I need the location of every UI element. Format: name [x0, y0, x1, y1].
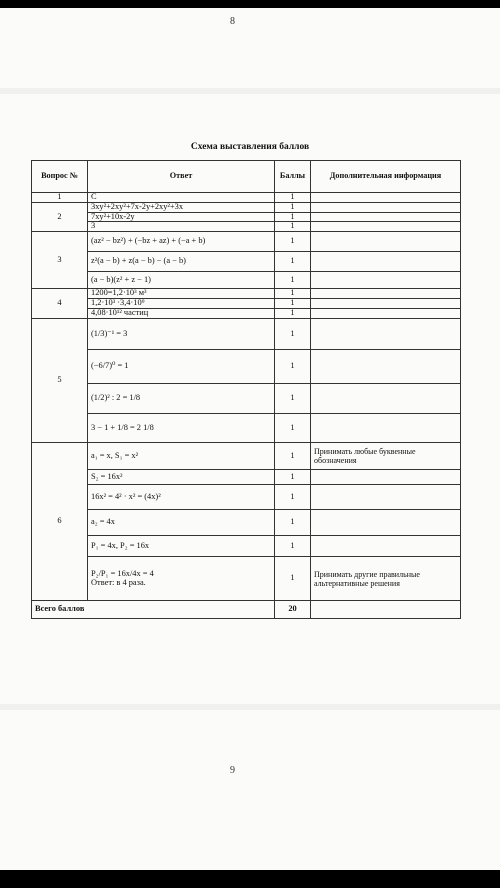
page-number-top: 8: [230, 16, 235, 27]
answer-cell: (az² − bz²) + (−bz + az) + (−a + b): [88, 232, 275, 252]
info-cell: [311, 289, 461, 299]
page-separator: [0, 704, 500, 710]
info-cell: [311, 309, 461, 319]
question-number: 1: [32, 193, 88, 203]
total-row: [32, 601, 461, 619]
top-bar: [0, 0, 500, 8]
info-cell: [311, 193, 461, 203]
points-cell: 1: [275, 212, 311, 222]
points-cell: 1: [275, 350, 311, 384]
points-cell: 1: [275, 384, 311, 414]
table-row: [32, 299, 461, 309]
answer-cell: a₂ = 4x: [88, 510, 275, 536]
table-row: [32, 252, 461, 272]
answer-cell: 4,08·10¹² частиц: [88, 309, 275, 319]
points-cell: 1: [275, 202, 311, 212]
answer-cell: a₁ = x, S₁ = x²: [88, 443, 275, 470]
table-row: [32, 470, 461, 485]
answer-cell: 3: [88, 222, 275, 232]
info-cell: [311, 536, 461, 557]
points-cell: 1: [275, 193, 311, 203]
points-cell: 1: [275, 536, 311, 557]
info-cell: [311, 384, 461, 414]
answer-cell: C: [88, 193, 275, 203]
points-cell: 1: [275, 414, 311, 443]
table-row: [32, 350, 461, 384]
table-row: [32, 212, 461, 222]
info-cell: [311, 485, 461, 510]
table-header-row: [32, 161, 461, 193]
question-number: 4: [32, 289, 88, 319]
question-number: 3: [32, 232, 88, 289]
answer-cell: (1/2)² : 2 = 1/8: [88, 384, 275, 414]
info-cell: [311, 232, 461, 252]
table-row: [32, 319, 461, 350]
table-row: [32, 384, 461, 414]
info-cell: [311, 212, 461, 222]
page-separator: [0, 88, 500, 94]
answer-cell: (−6/7)⁰ = 1: [88, 350, 275, 384]
answer-cell: 3xy²+2xy²+7x-2y+2xy²+3x: [88, 202, 275, 212]
info-cell: [311, 222, 461, 232]
header-info: Дополнительная информация: [311, 161, 461, 193]
question-number: 2: [32, 202, 88, 231]
points-cell: 1: [275, 232, 311, 252]
info-cell: [311, 299, 461, 309]
table-row: [32, 193, 461, 203]
header-points: Баллы: [275, 161, 311, 193]
answer-cell: (1/3)⁻¹ = 3: [88, 319, 275, 350]
info-cell: [311, 510, 461, 536]
points-cell: 1: [275, 272, 311, 289]
answer-cell: 1,2·10³ ·3,4·10⁹: [88, 299, 275, 309]
scoring-table: [31, 160, 461, 619]
table-row: [32, 536, 461, 557]
table-row: [32, 557, 461, 601]
info-cell: Принимать другие правильные альтернативные решения: [311, 557, 461, 601]
answer-cell: 7xy²+10x-2y: [88, 212, 275, 222]
points-cell: 1: [275, 252, 311, 272]
table-row: [32, 232, 461, 252]
info-cell: [311, 470, 461, 485]
info-cell: [311, 202, 461, 212]
table-row: [32, 309, 461, 319]
answer-cell: 3 − 1 + 1/8 = 2 1/8: [88, 414, 275, 443]
answer-cell: 16x² = 4² · x² = (4x)²: [88, 485, 275, 510]
answer-cell: (a − b)(z² + z − 1): [88, 272, 275, 289]
header-question: Вопрос №: [32, 161, 88, 193]
points-cell: 1: [275, 289, 311, 299]
points-cell: 1: [275, 319, 311, 350]
points-cell: 1: [275, 470, 311, 485]
answer-cell: 1200=1,2·10³ м³: [88, 289, 275, 299]
document-title: Схема выставления баллов: [190, 142, 310, 152]
table-row: [32, 202, 461, 212]
answer-cell: [88, 557, 275, 601]
table-row: [32, 222, 461, 232]
info-cell: [311, 601, 461, 619]
table-row: [32, 272, 461, 289]
points-cell: 1: [275, 222, 311, 232]
info-cell: [311, 272, 461, 289]
info-cell: Принимать любые буквенные обозначения: [311, 443, 461, 470]
answer-conclusion: Ответ: в 4 раза.: [91, 577, 146, 587]
answer-cell: z²(a − b) + z(a − b) − (a − b): [88, 252, 275, 272]
points-cell: 1: [275, 299, 311, 309]
answer-cell: S₂ = 16x²: [88, 470, 275, 485]
header-answer: Ответ: [88, 161, 275, 193]
points-cell: 1: [275, 510, 311, 536]
table-row: [32, 443, 461, 470]
table-row: [32, 414, 461, 443]
points-cell: 1: [275, 557, 311, 601]
info-cell: [311, 350, 461, 384]
table-row: [32, 510, 461, 536]
total-label: Всего баллов: [32, 601, 275, 619]
points-cell: 1: [275, 485, 311, 510]
answer-formula: P₂/P₁ = 16x/4x = 4: [91, 568, 154, 578]
table-row: [32, 289, 461, 299]
table-row: [32, 485, 461, 510]
points-cell: 1: [275, 443, 311, 470]
info-cell: [311, 414, 461, 443]
page-number-bottom: 9: [230, 765, 235, 776]
info-cell: [311, 319, 461, 350]
info-cell: [311, 252, 461, 272]
question-number: 5: [32, 319, 88, 443]
answer-cell: P₁ = 4x, P₂ = 16x: [88, 536, 275, 557]
points-cell: 1: [275, 309, 311, 319]
question-number: 6: [32, 443, 88, 601]
total-points: 20: [275, 601, 311, 619]
